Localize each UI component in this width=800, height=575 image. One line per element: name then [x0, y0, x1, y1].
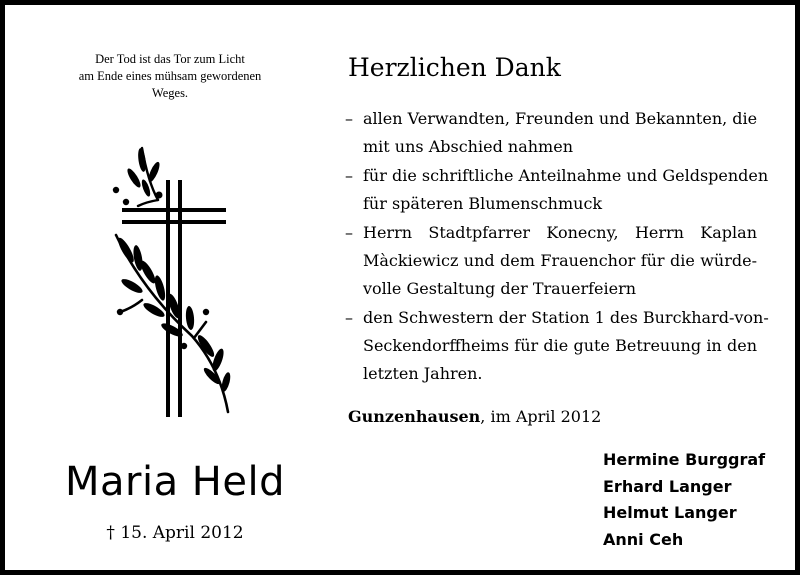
heading: Herzlichen Dank	[348, 53, 561, 82]
motto-line: Weges.	[151, 86, 189, 100]
list-item	[345, 304, 769, 388]
list-item	[345, 162, 769, 218]
list-item	[345, 219, 757, 303]
list-item	[345, 105, 757, 161]
place-name: Gunzenhausen	[348, 407, 481, 426]
death-date	[30, 523, 320, 543]
dash-marker: –	[345, 166, 353, 185]
deceased-name: Maria Held	[65, 459, 285, 505]
thanks-column	[345, 5, 769, 570]
signatory-name: Anni Ceh	[603, 529, 684, 549]
motto-line: Der Tod ist das Tor zum Licht	[95, 52, 245, 66]
dash-marker: –	[345, 109, 353, 128]
list-item-line: den Schwestern der Station 1 des Burckhard-von-	[363, 308, 769, 327]
list-item-line: mit uns Abschied nahmen	[363, 137, 573, 156]
list-item-line: für späteren Blumenschmuck	[363, 194, 603, 213]
list-item-line: Herrn Stadtpfarrer Konecny, Herrn Kaplan	[363, 223, 757, 242]
dash-marker: –	[345, 308, 353, 327]
list-item-line: letzten Jahren.	[363, 364, 483, 383]
place-and-date	[348, 407, 601, 426]
thanks-list	[345, 105, 769, 389]
death-cross-mark: †	[106, 523, 115, 543]
motto-line: am Ende eines mühsam gewordenen	[78, 69, 262, 83]
memorial-column	[10, 5, 320, 570]
dash-marker: –	[345, 223, 353, 242]
list-item-line: allen Verwandten, Freunden und Bekannten, die	[363, 109, 758, 128]
list-item-line: volle Gestaltung der Trauerfeiern	[363, 279, 637, 298]
signatory-name: Hermine Burggraf	[603, 450, 766, 469]
list-item-line: für die schriftliche Anteilnahme und Geldspenden	[363, 166, 769, 185]
signatory-name: Helmut Langer	[603, 503, 737, 522]
list-item-line: Seckendorffheims für die gute Betreuung in den	[363, 336, 757, 355]
place-date: , im April 2012	[480, 407, 602, 426]
signatories	[603, 447, 765, 553]
motto	[30, 51, 310, 102]
signatory-name: Erhard Langer	[603, 476, 732, 496]
cross-with-olive-branch-icon	[102, 140, 232, 425]
list-item-line: Màckiewicz und dem Frauenchor für die würde-	[363, 251, 757, 270]
death-date-value: 15. April 2012	[120, 523, 244, 543]
